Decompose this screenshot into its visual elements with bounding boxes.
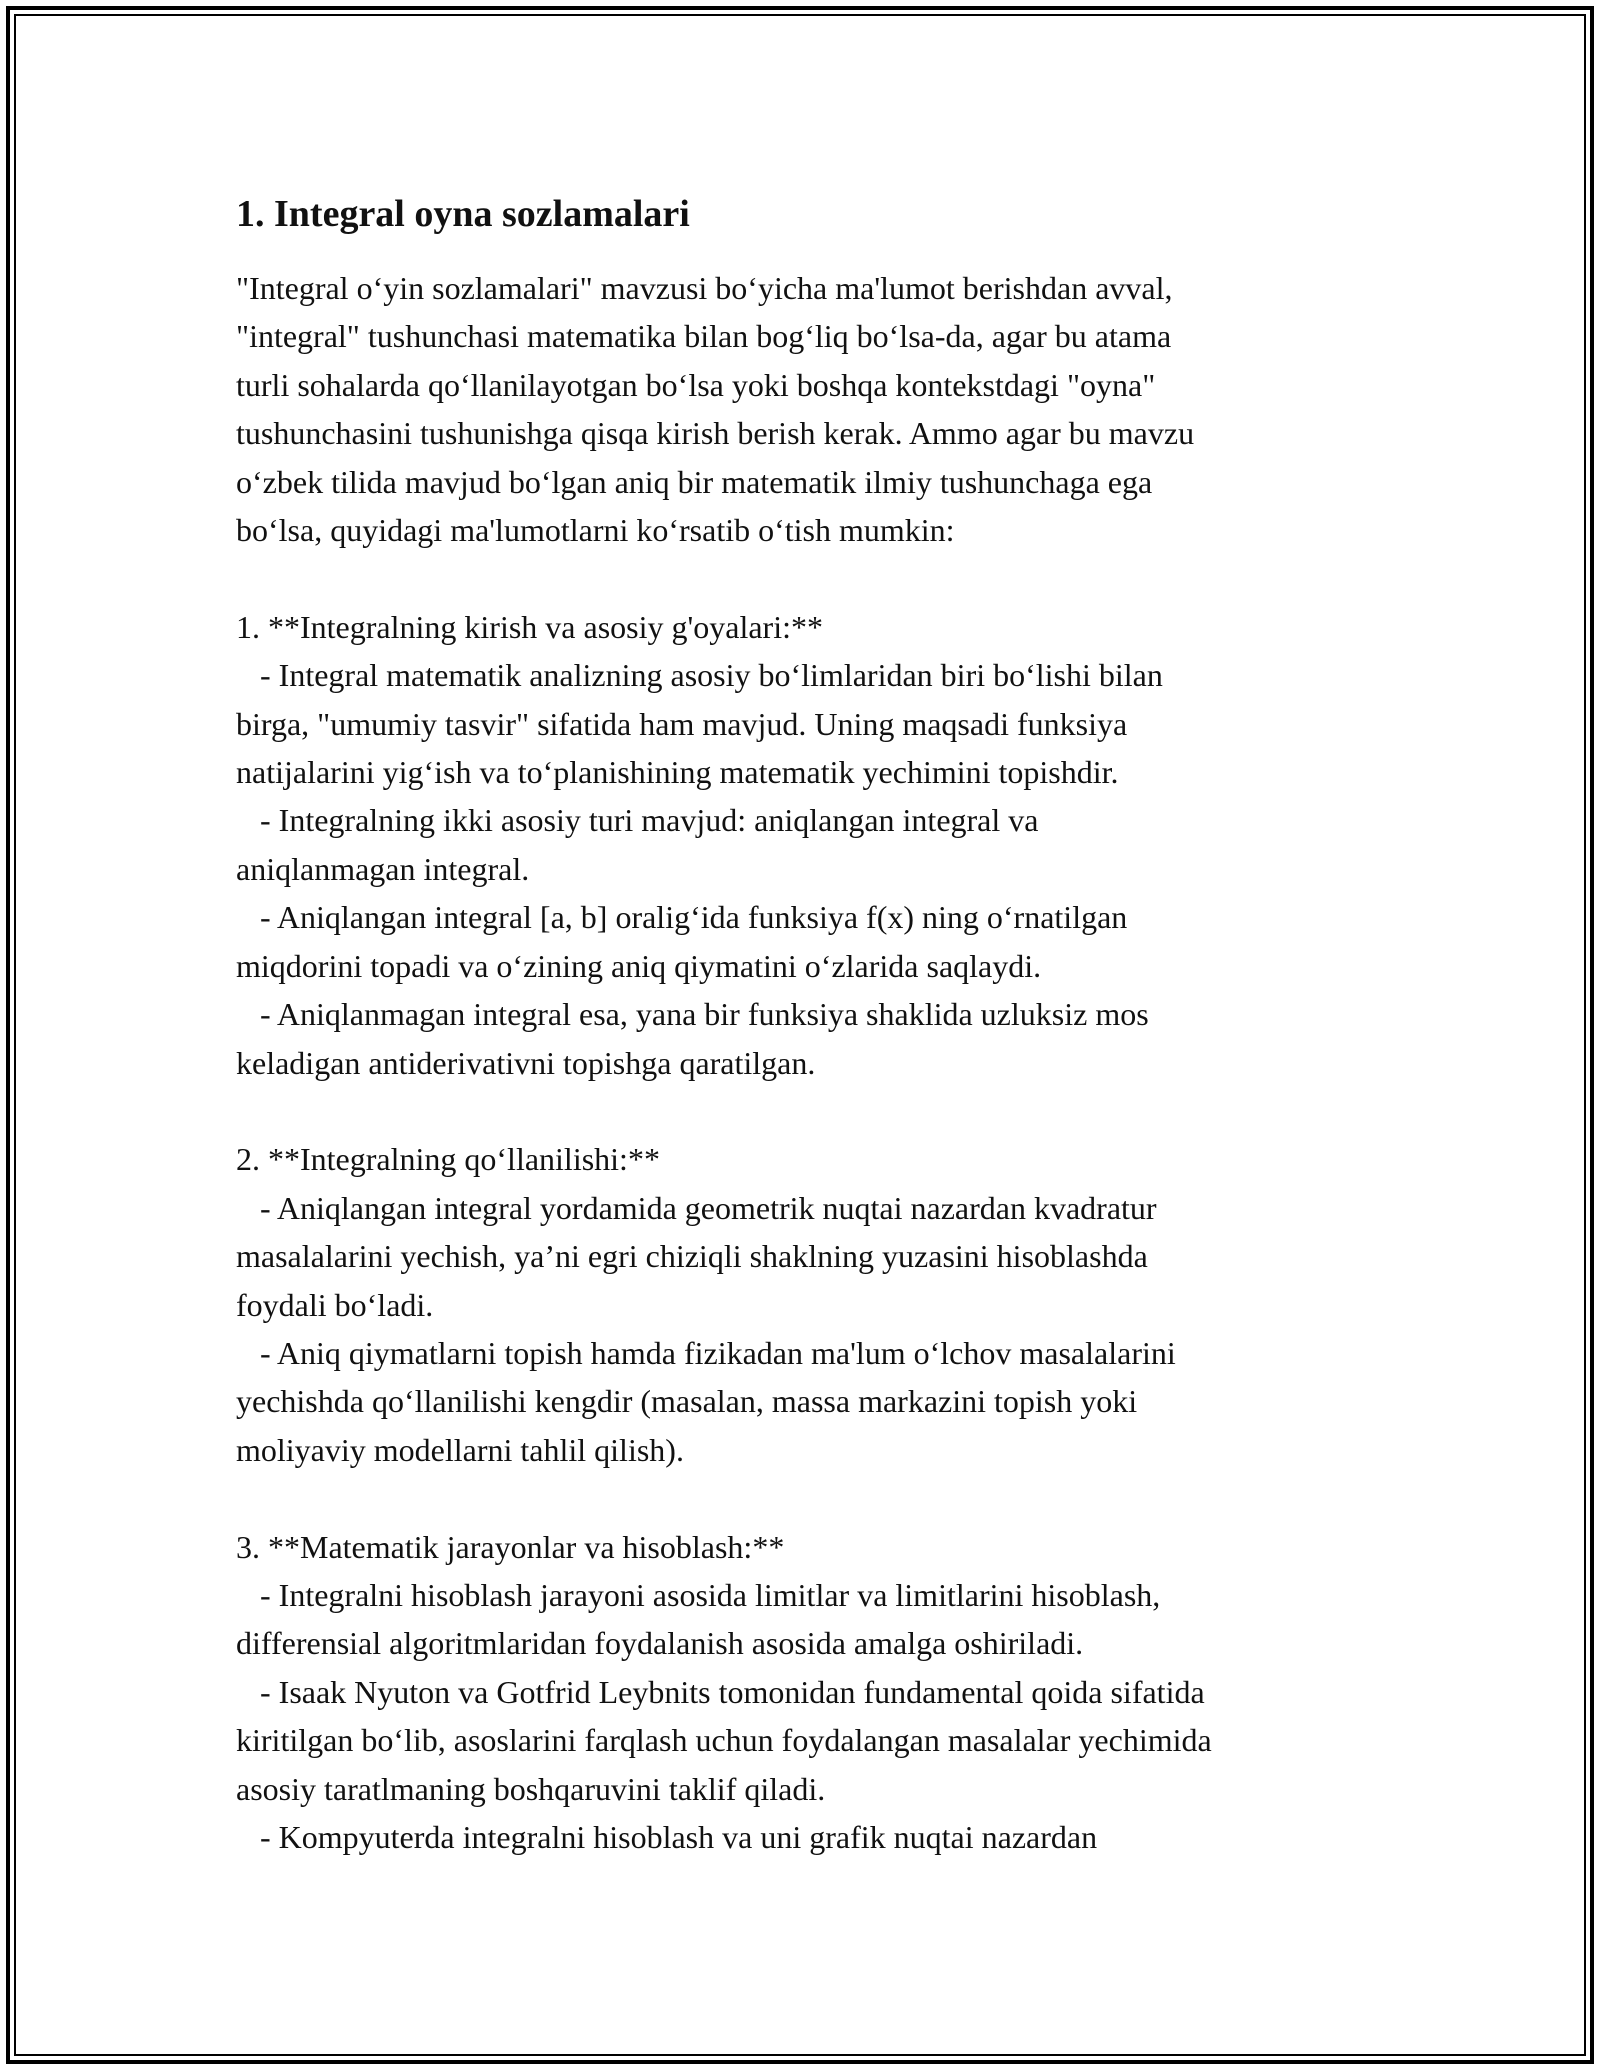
document-content [236,190,1386,1861]
document-body: "Integral o‘yin sozlamalari" mavzusi bo‘yicha ma'lumot berishdan avval, "integral" tushunchasi matematika bilan bog‘liq bo‘lsa-da, agar bu atama turli sohalarda qo‘llanilayotgan bo‘lsa yoki boshqa kontekstdagi "oyna" tushunchasini tushunishga qisqa kirish berish kerak. Ammo agar bu mavzu o‘zbek tilida mavjud bo‘lgan aniq bir matematik ilmiy tushunchaga ega bo‘lsa, quyidagi ma'lumotlarni ko‘rsatib o‘tish mumkin: 1. **Integralning kirish va asosiy g'oyalari:** - Integral matematik analizning asosiy bo‘limlaridan biri bo‘lishi bilan birga, "umumiy tasvir" sifatida ham mavjud. Uning maqsadi funksiya natijalarini yig‘ish va to‘planishining matematik yechimini topishdir. - Integralning ikki asosiy turi mavjud: aniqlangan integral va aniqlanmagan integral. - Aniqlangan integral [a, b] oralig‘ida funksiya f(x) ning o‘rnatilgan miqdorini topadi va o‘zining aniq qiymatini o‘zlarida saqlaydi. - Aniqlanmagan integral esa, yana bir funksiya shaklida uzluksiz mos keladigan antiderivativni topishga qaratilgan. 2. **Integralning qo‘llanilishi:** - Aniqlangan integral yordamida geometrik nuqtai nazardan kvadratur masalalarini yechish, ya’ni egri chiziqli shaklning yuzasini hisoblashda foydali bo‘ladi. - Aniq qiymatlarni topish hamda fizikadan ma'lum o‘lchov masalalarini yechishda qo‘llanilishi kengdir (masalan, massa markazini topish yoki moliyaviy modellarni tahlil qilish). 3. **Matematik jarayonlar va hisoblash:** - Integralni hisoblash jarayoni asosida limitlar va limitlarini hisoblash, differensial algoritmlaridan foydalanish asosida amalga oshiriladi. - Isaak Nyuton va Gotfrid Leybnits tomonidan fundamental qoida sifatida kiritilgan bo‘lib, asoslarini farqlash uchun foydalangan masalalar yechimida asosiy taratlmaning boshqaruvini taklif qiladi. - Kompyuterda integralni hisoblash va uni grafik nuqtai nazardan [236,270,1212,1855]
document-title: 1. Integral oyna sozlamalari [236,193,690,235]
